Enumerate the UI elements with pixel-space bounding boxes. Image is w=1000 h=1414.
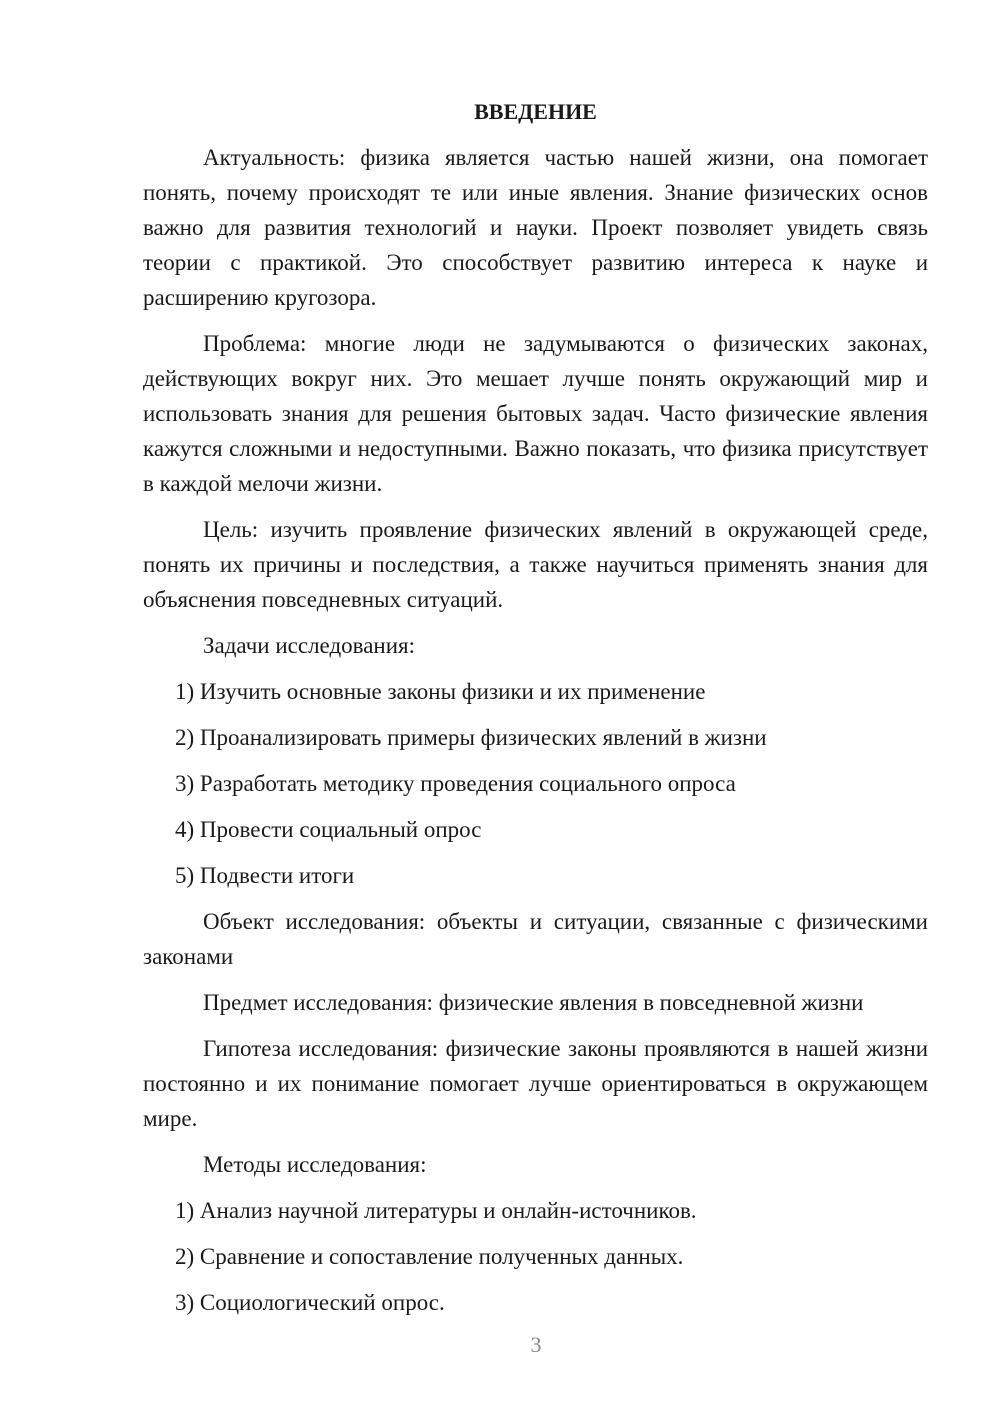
tasks-label: Задачи исследования: [203,633,416,658]
tasks-list [143,674,928,893]
object-paragraph: Объект исследования: объекты и ситуации, связанные с физическими законами [143,909,928,969]
list-item: 3) Разработать методику проведения социального опроса [175,771,736,796]
list-item: 3) Социологический опрос. [175,1290,445,1315]
list-item: 1) Анализ научной литературы и онлайн-источников. [175,1198,697,1223]
problem-paragraph: Проблема: многие люди не задумываются о физических законах, действующих вокруг них. Это мешает лучше понять окружающий мир и использовать знания для решения бытовых задач. Часто физические явления кажутся сложными и недоступными. Важно показать, что физика присутствует в каждой мелочи жизни. [143,331,928,496]
subject-paragraph: Предмет исследования: физические явления в повседневной жизни [203,990,864,1015]
list-item: 4) Провести социальный опрос [175,817,482,842]
goal-paragraph: Цель: изучить проявление физических явлений в окружающей среде, понять их причины и последствия, а также научиться применять знания для объяснения повседневных ситуаций. [143,517,928,612]
page-number: 3 [530,1332,542,1357]
methods-label: Методы исследования: [203,1152,427,1177]
list-item: 1) Изучить основные законы физики и их применение [175,679,706,704]
methods-list [143,1193,928,1320]
list-item: 5) Подвести итоги [175,863,355,888]
section-heading: ВВЕДЕНИЕ [474,99,597,124]
relevance-paragraph: Актуальность: физика является частью нашей жизни, она помогает понять, почему происходят те или иные явления. Знание физических основ важно для развития технологий и науки. Проект позволяет увидеть связь теории с практикой. Это способствует развитию интереса к науке и расширению кругозора. [143,145,928,310]
list-item: 2) Проанализировать примеры физических явлений в жизни [175,725,767,750]
hypothesis-paragraph: Гипотеза исследования: физические законы проявляются в нашей жизни постоянно и их понимание помогает лучше ориентироваться в окружающем мире. [143,1036,928,1131]
page-content [143,94,928,1331]
list-item: 2) Сравнение и сопоставление полученных данных. [175,1244,684,1269]
